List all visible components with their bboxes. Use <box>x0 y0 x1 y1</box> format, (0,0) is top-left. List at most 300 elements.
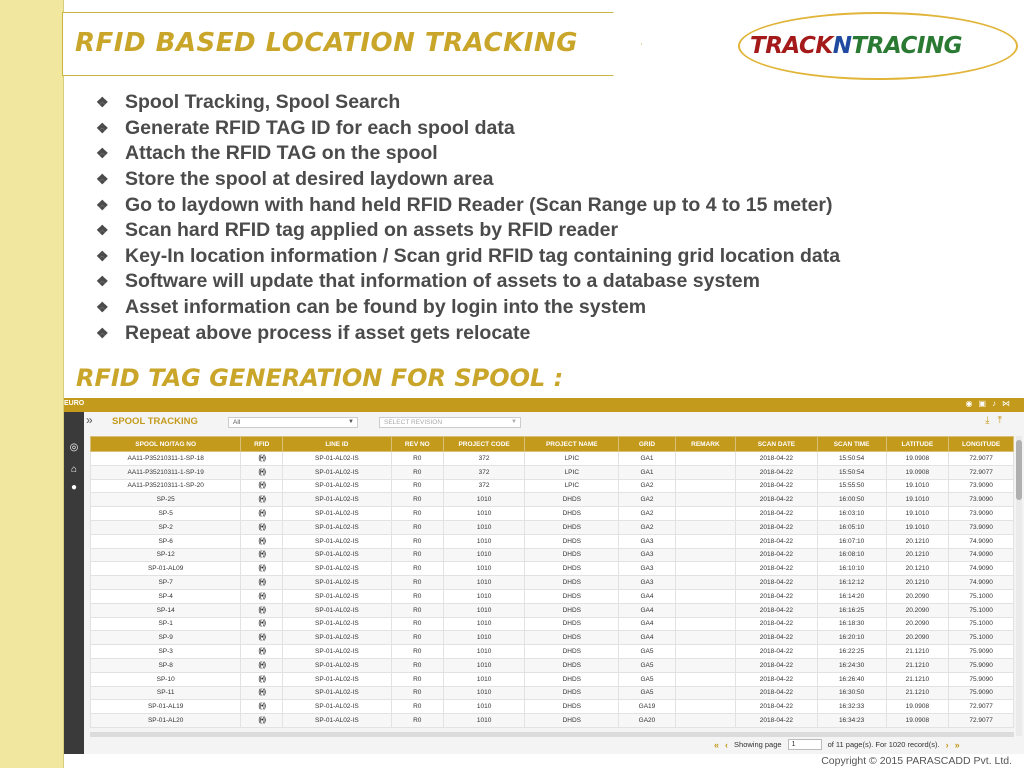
rfid-cell <box>241 479 283 493</box>
table-cell: 2018-04-22 <box>736 617 817 631</box>
rfid-signal-icon: ((•)) <box>258 717 266 725</box>
table-cell: SP-01-AL02-IS <box>283 645 392 659</box>
column-header[interactable]: SCAN DATE <box>736 437 817 452</box>
table-cell: 16:08:10 <box>817 548 886 562</box>
remark-cell <box>675 465 736 479</box>
table-row[interactable] <box>91 576 1014 590</box>
logo-part-n: N <box>832 33 852 59</box>
diamond-bullet-icon: ❖ <box>96 119 109 136</box>
table-cell: GA4 <box>619 603 675 617</box>
table-cell: SP-3 <box>91 645 241 659</box>
table-cell: 1010 <box>443 576 524 590</box>
lock-icon[interactable]: ▣ <box>978 399 992 408</box>
rfid-signal-icon: ((•)) <box>258 496 266 504</box>
table-cell: GA3 <box>619 576 675 590</box>
table-cell: SP-01-AL09 <box>91 562 241 576</box>
table-row[interactable] <box>91 603 1014 617</box>
sidebar-expand-icon[interactable]: » <box>86 413 93 427</box>
table-cell: DHDS <box>525 534 619 548</box>
table-cell: SP-01-AL20 <box>91 714 241 728</box>
table-cell: 73.9090 <box>949 507 1014 521</box>
rfid-signal-icon: ((•)) <box>258 523 266 531</box>
export-icons <box>985 415 1010 426</box>
remark-cell <box>675 645 736 659</box>
table-cell: SP-01-AL02-IS <box>283 465 392 479</box>
table-cell: 73.9090 <box>949 479 1014 493</box>
table-cell: LPIC <box>525 465 619 479</box>
table-cell: 16:32:33 <box>817 700 886 714</box>
profile-icon[interactable]: ◎ <box>69 442 79 453</box>
table-cell: 1010 <box>443 645 524 659</box>
table-cell: AA11-P35210311-1-SP-18 <box>91 452 241 466</box>
remark-cell <box>675 548 736 562</box>
table-row[interactable] <box>91 493 1014 507</box>
bullet-item <box>96 244 840 270</box>
spool-tracking-app <box>64 398 1024 754</box>
table-cell: R0 <box>391 465 443 479</box>
rfid-cell <box>241 589 283 603</box>
table-cell: GA4 <box>619 631 675 645</box>
remark-cell <box>675 520 736 534</box>
rfid-signal-icon: ((•)) <box>258 648 266 656</box>
table-cell: 2018-04-22 <box>736 493 817 507</box>
table-row[interactable] <box>91 534 1014 548</box>
table-cell: SP-2 <box>91 520 241 534</box>
table-cell: 74.9090 <box>949 562 1014 576</box>
bullet-item <box>96 192 840 218</box>
table-cell: R0 <box>391 576 443 590</box>
table-cell: 1010 <box>443 658 524 672</box>
table-cell: R0 <box>391 617 443 631</box>
diamond-bullet-icon: ❖ <box>96 171 109 188</box>
bullet-item <box>96 167 840 193</box>
table-cell: AA11-P35210311-1-SP-19 <box>91 465 241 479</box>
tracking-icon[interactable]: ● <box>70 482 78 493</box>
showing-label: Showing page <box>734 740 782 749</box>
table-cell: R0 <box>391 520 443 534</box>
table-cell: 20.1210 <box>886 562 949 576</box>
table-cell: DHDS <box>525 631 619 645</box>
table-cell: GA2 <box>619 520 675 534</box>
bullet-text: Go to laydown with hand held RFID Reader (Scan Range up to 4 to 15 meter) <box>125 193 833 216</box>
remark-cell <box>675 507 736 521</box>
column-header[interactable]: LONGITUDE <box>949 437 1014 452</box>
table-cell: 19.1010 <box>886 493 949 507</box>
table-cell: 2018-04-22 <box>736 548 817 562</box>
next-page-button[interactable]: › <box>945 739 949 750</box>
table-cell: R0 <box>391 658 443 672</box>
remark-cell <box>675 686 736 700</box>
table-cell: 2018-04-22 <box>736 686 817 700</box>
table-cell: 16:12:12 <box>817 576 886 590</box>
table-cell: 2018-04-22 <box>736 645 817 659</box>
rfid-signal-icon: ((•)) <box>258 634 266 642</box>
table-cell: 2018-04-22 <box>736 714 817 728</box>
table-cell: SP-12 <box>91 548 241 562</box>
table-cell: 1010 <box>443 520 524 534</box>
table-cell: SP-9 <box>91 631 241 645</box>
bullet-text: Scan hard RFID tag applied on assets by RFID reader <box>125 219 619 242</box>
rfid-signal-icon: ((•)) <box>258 579 266 587</box>
table-cell: SP-14 <box>91 603 241 617</box>
table-cell: SP-25 <box>91 493 241 507</box>
app-top-icons <box>965 399 1016 408</box>
table-cell: 372 <box>443 452 524 466</box>
table-cell: 2018-04-22 <box>736 700 817 714</box>
table-cell: 74.9090 <box>949 576 1014 590</box>
diamond-bullet-icon: ❖ <box>96 145 109 162</box>
table-cell: LPIC <box>525 479 619 493</box>
table-cell: 1010 <box>443 631 524 645</box>
table-cell: GA2 <box>619 507 675 521</box>
table-cell: SP-01-AL02-IS <box>283 548 392 562</box>
home-icon[interactable]: ⌂ <box>70 464 78 475</box>
remark-cell <box>675 714 736 728</box>
copyright-text: Copyright © 2015 PARASCADD Pvt. Ltd. <box>821 755 1012 767</box>
table-cell: 19.1010 <box>886 520 949 534</box>
last-page-button[interactable]: » <box>954 739 960 750</box>
table-cell: GA1 <box>619 465 675 479</box>
column-header[interactable]: REMARK <box>675 437 736 452</box>
remark-cell <box>675 603 736 617</box>
bullet-text: Key-In location information / Scan grid RFID tag containing grid location data <box>125 244 841 267</box>
table-cell: DHDS <box>525 645 619 659</box>
table-row[interactable] <box>91 562 1014 576</box>
table-cell: 2018-04-22 <box>736 562 817 576</box>
table-cell: 16:34:23 <box>817 714 886 728</box>
table-cell: SP-11 <box>91 686 241 700</box>
table-cell: DHDS <box>525 493 619 507</box>
diamond-bullet-icon: ❖ <box>96 222 109 239</box>
table-cell: 2018-04-22 <box>736 534 817 548</box>
app-sidebar <box>64 412 84 754</box>
table-cell: 1010 <box>443 562 524 576</box>
table-cell: 1010 <box>443 714 524 728</box>
table-cell: GA1 <box>619 452 675 466</box>
remark-cell <box>675 576 736 590</box>
table-cell: 16:20:10 <box>817 631 886 645</box>
table-cell: 75.9090 <box>949 672 1014 686</box>
table-row[interactable] <box>91 700 1014 714</box>
table-cell: 19.0908 <box>886 714 949 728</box>
rfid-cell <box>241 603 283 617</box>
remark-cell <box>675 534 736 548</box>
table-cell: 72.9077 <box>949 465 1014 479</box>
table-cell: GA2 <box>619 493 675 507</box>
filter-select[interactable] <box>228 417 358 428</box>
table-cell: 2018-04-22 <box>736 631 817 645</box>
table-cell: SP-10 <box>91 672 241 686</box>
table-cell: DHDS <box>525 576 619 590</box>
table-cell: GA3 <box>619 562 675 576</box>
table-cell: R0 <box>391 714 443 728</box>
table-cell: SP-01-AL02-IS <box>283 479 392 493</box>
table-cell: 20.2090 <box>886 603 949 617</box>
table-cell: SP-01-AL02-IS <box>283 603 392 617</box>
rfid-signal-icon: ((•)) <box>258 468 266 476</box>
table-row[interactable] <box>91 645 1014 659</box>
feature-bullet-list <box>96 90 840 346</box>
app-top-bar <box>64 398 1024 412</box>
upload-icon[interactable]: ⤒ <box>997 415 1010 426</box>
table-cell: SP-01-AL02-IS <box>283 700 392 714</box>
rfid-signal-icon: ((•)) <box>258 537 266 545</box>
table-cell: SP-01-AL02-IS <box>283 562 392 576</box>
table-cell: 74.9090 <box>949 534 1014 548</box>
table-cell: 1010 <box>443 686 524 700</box>
bullet-item <box>96 90 840 116</box>
table-cell: R0 <box>391 548 443 562</box>
table-cell: 1010 <box>443 700 524 714</box>
rfid-cell <box>241 465 283 479</box>
table-cell: 75.9090 <box>949 658 1014 672</box>
column-header[interactable]: PROJECT NAME <box>525 437 619 452</box>
bullet-item <box>96 320 840 346</box>
column-header[interactable]: SCAN TIME <box>817 437 886 452</box>
download-icon[interactable]: ⤓ <box>985 415 998 426</box>
table-cell: R0 <box>391 507 443 521</box>
table-row[interactable] <box>91 548 1014 562</box>
table-cell: 2018-04-22 <box>736 479 817 493</box>
table-cell: 2018-04-22 <box>736 465 817 479</box>
left-accent-bar <box>0 0 64 768</box>
table-cell: 72.9077 <box>949 714 1014 728</box>
logo-text <box>750 33 962 59</box>
logo-part-track: TRACK <box>750 33 833 59</box>
table-cell: 72.9077 <box>949 452 1014 466</box>
rfid-signal-icon: ((•)) <box>258 482 266 490</box>
table-cell: 16:00:50 <box>817 493 886 507</box>
table-cell: 72.9077 <box>949 700 1014 714</box>
table-row[interactable] <box>91 658 1014 672</box>
table-cell: 1010 <box>443 603 524 617</box>
table-cell: 75.1000 <box>949 603 1014 617</box>
table-cell: GA3 <box>619 534 675 548</box>
table-cell: R0 <box>391 452 443 466</box>
table-cell: 20.1210 <box>886 576 949 590</box>
rfid-cell <box>241 493 283 507</box>
filter-select-value: All <box>233 419 241 426</box>
user-icon[interactable]: ◉ <box>965 399 979 408</box>
table-cell: SP-01-AL02-IS <box>283 617 392 631</box>
table-cell: SP-01-AL02-IS <box>283 714 392 728</box>
table-cell: R0 <box>391 534 443 548</box>
rfid-signal-icon: ((•)) <box>258 606 266 614</box>
table-cell: 16:07:10 <box>817 534 886 548</box>
remark-cell <box>675 589 736 603</box>
rfid-cell <box>241 507 283 521</box>
remark-cell <box>675 672 736 686</box>
table-cell: 2018-04-22 <box>736 603 817 617</box>
rfid-cell <box>241 714 283 728</box>
column-header[interactable]: LINE ID <box>283 437 392 452</box>
column-header[interactable]: REV NO <box>391 437 443 452</box>
table-cell: SP-1 <box>91 617 241 631</box>
diamond-bullet-icon: ❖ <box>96 299 109 316</box>
page-title: SPOOL TRACKING <box>112 416 198 427</box>
table-cell: 19.1010 <box>886 479 949 493</box>
remark-cell <box>675 631 736 645</box>
bullet-item <box>96 141 840 167</box>
table-row[interactable] <box>91 631 1014 645</box>
diamond-bullet-icon: ❖ <box>96 94 109 111</box>
table-cell: 1010 <box>443 672 524 686</box>
table-cell: SP-01-AL02-IS <box>283 493 392 507</box>
bell-icon[interactable]: ♪ <box>992 399 1002 408</box>
rfid-signal-icon: ((•)) <box>258 565 266 573</box>
table-cell: 75.1000 <box>949 589 1014 603</box>
table-cell: R0 <box>391 631 443 645</box>
rfid-signal-icon: ((•)) <box>258 592 266 600</box>
table-cell: SP-7 <box>91 576 241 590</box>
table-cell: 16:30:50 <box>817 686 886 700</box>
table-cell: 2018-04-22 <box>736 672 817 686</box>
table-cell: 16:22:25 <box>817 645 886 659</box>
table-cell: DHDS <box>525 700 619 714</box>
bullet-text: Store the spool at desired laydown area <box>125 168 494 191</box>
remark-cell <box>675 562 736 576</box>
table-cell: 1010 <box>443 507 524 521</box>
first-page-button[interactable]: « <box>714 739 720 750</box>
table-row[interactable] <box>91 686 1014 700</box>
horizontal-scrollbar[interactable] <box>90 732 1014 737</box>
table-cell: 2018-04-22 <box>736 507 817 521</box>
table-cell: SP-5 <box>91 507 241 521</box>
logo-part-tracing: TRACING <box>851 33 963 59</box>
table-cell: GA3 <box>619 548 675 562</box>
table-cell: 16:16:25 <box>817 603 886 617</box>
spool-table <box>90 436 1014 728</box>
rfid-signal-icon: ((•)) <box>258 510 266 518</box>
table-cell: 75.1000 <box>949 617 1014 631</box>
rfid-cell <box>241 672 283 686</box>
table-cell: R0 <box>391 479 443 493</box>
table-cell: 15:50:54 <box>817 452 886 466</box>
table-cell: DHDS <box>525 562 619 576</box>
table-cell: 1010 <box>443 493 524 507</box>
table-cell: GA2 <box>619 479 675 493</box>
table-cell: SP-01-AL02-IS <box>283 672 392 686</box>
table-cell: SP-01-AL02-IS <box>283 534 392 548</box>
prev-page-button[interactable]: ‹ <box>725 739 729 750</box>
table-cell: 75.1000 <box>949 631 1014 645</box>
table-cell: 16:26:40 <box>817 672 886 686</box>
table-row[interactable] <box>91 714 1014 728</box>
rfid-signal-icon: ((•)) <box>258 689 266 697</box>
table-cell: SP-01-AL19 <box>91 700 241 714</box>
table-cell: GA5 <box>619 672 675 686</box>
rfid-cell <box>241 562 283 576</box>
table-cell: SP-01-AL02-IS <box>283 631 392 645</box>
column-header[interactable]: GRID <box>619 437 675 452</box>
table-cell: DHDS <box>525 520 619 534</box>
remark-cell <box>675 658 736 672</box>
table-row[interactable] <box>91 465 1014 479</box>
table-cell: DHDS <box>525 672 619 686</box>
table-cell: 19.1010 <box>886 507 949 521</box>
remark-cell <box>675 479 736 493</box>
table-cell: DHDS <box>525 714 619 728</box>
revision-select[interactable] <box>379 417 521 428</box>
rfid-signal-icon: ((•)) <box>258 551 266 559</box>
table-cell: 1010 <box>443 617 524 631</box>
table-row[interactable] <box>91 672 1014 686</box>
table-cell: SP-01-AL02-IS <box>283 452 392 466</box>
table-cell: 1010 <box>443 589 524 603</box>
table-cell: 16:05:10 <box>817 520 886 534</box>
bullet-item <box>96 295 840 321</box>
rfid-cell <box>241 534 283 548</box>
rfid-cell <box>241 631 283 645</box>
table-cell: DHDS <box>525 658 619 672</box>
table-row[interactable] <box>91 520 1014 534</box>
table-cell: AA11-P35210311-1-SP-20 <box>91 479 241 493</box>
table-cell: GA20 <box>619 714 675 728</box>
table-cell: DHDS <box>525 589 619 603</box>
table-cell: 20.1210 <box>886 548 949 562</box>
table-cell: 21.1210 <box>886 658 949 672</box>
share-icon[interactable]: ⋈ <box>1002 399 1016 408</box>
scrollbar-thumb[interactable] <box>1016 440 1022 500</box>
remark-cell <box>675 700 736 714</box>
table-cell: DHDS <box>525 617 619 631</box>
table-cell: GA5 <box>619 658 675 672</box>
table-cell: 1010 <box>443 548 524 562</box>
table-row[interactable] <box>91 589 1014 603</box>
column-header[interactable]: SPOOL NO/TAG NO <box>91 437 241 452</box>
column-header[interactable]: PROJECT CODE <box>443 437 524 452</box>
table-cell: SP-4 <box>91 589 241 603</box>
bullet-text: Attach the RFID TAG on the spool <box>125 142 438 165</box>
table-cell: R0 <box>391 493 443 507</box>
table-cell: SP-01-AL02-IS <box>283 520 392 534</box>
table-cell: 372 <box>443 465 524 479</box>
table-cell: R0 <box>391 603 443 617</box>
table-cell: 2018-04-22 <box>736 520 817 534</box>
table-cell: R0 <box>391 645 443 659</box>
column-header[interactable]: LATITUDE <box>886 437 949 452</box>
remark-cell <box>675 493 736 507</box>
column-header[interactable]: RFID <box>241 437 283 452</box>
table-cell: GA4 <box>619 617 675 631</box>
bullet-text: Asset information can be found by login into the system <box>125 296 647 319</box>
diamond-bullet-icon: ❖ <box>96 273 109 290</box>
remark-cell <box>675 617 736 631</box>
rfid-cell <box>241 452 283 466</box>
page-number-input[interactable]: 1 <box>788 739 822 750</box>
rfid-cell <box>241 686 283 700</box>
bullet-item <box>96 218 840 244</box>
rfid-cell <box>241 700 283 714</box>
table-cell: 16:24:30 <box>817 658 886 672</box>
table-cell: DHDS <box>525 548 619 562</box>
table-cell: 16:14:20 <box>817 589 886 603</box>
section-subtitle: RFID TAG GENERATION FOR SPOOL : <box>76 364 564 392</box>
table-cell: 73.9090 <box>949 520 1014 534</box>
table-cell: 19.0908 <box>886 452 949 466</box>
table-row[interactable] <box>91 507 1014 521</box>
table-cell: SP-6 <box>91 534 241 548</box>
table-row[interactable] <box>91 452 1014 466</box>
rfid-cell <box>241 645 283 659</box>
table-row[interactable] <box>91 479 1014 493</box>
table-cell: GA5 <box>619 645 675 659</box>
table-cell: R0 <box>391 686 443 700</box>
table-cell: R0 <box>391 700 443 714</box>
table-cell: 372 <box>443 479 524 493</box>
diamond-bullet-icon: ❖ <box>96 324 109 341</box>
table-row[interactable] <box>91 617 1014 631</box>
